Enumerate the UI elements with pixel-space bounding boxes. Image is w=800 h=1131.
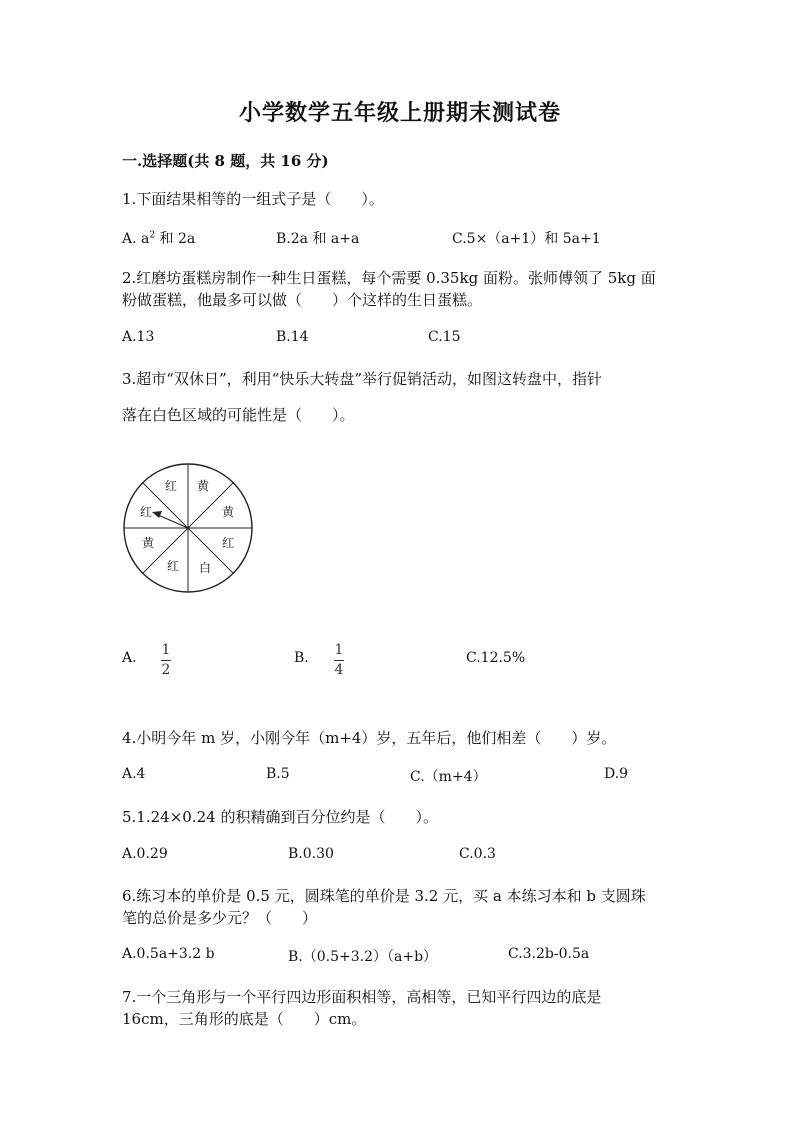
q2-option-c: C.15 (428, 329, 461, 345)
q2-option-b: B.14 (276, 329, 309, 345)
q4-option-a: A.4 (122, 766, 146, 782)
q3-option-b-label: B. (294, 650, 309, 666)
section-heading: 一.选择题(共 8 题，共 16 分) (122, 152, 329, 170)
question-4: 4.小明今年 m 岁，小刚今年（m+4）岁，五年后，他们相差（ ）岁。 (122, 729, 617, 747)
question-6-line-1: 6.练习本的单价是 0.5 元，圆珠笔的单价是 3.2 元，买 a 本练习本和 b 支圆珠 (122, 887, 646, 905)
wheel-sector-label: 红 (139, 505, 153, 519)
q6-option-a: A.0.5a+3.2 b (122, 946, 215, 962)
q1-option-c: C.5×（a+1）和 5a+1 (452, 231, 601, 247)
wheel-sector-label: 黄 (196, 479, 210, 493)
wheel-sector-label: 黄 (221, 505, 235, 519)
question-2-line-2: 粉做蛋糕，他最多可以做（ ）个这样的生日蛋糕。 (122, 291, 483, 309)
wheel-sector-label: 黄 (141, 536, 155, 550)
q3-option-a-fraction (161, 643, 171, 678)
wheel-sector-label: 红 (221, 536, 235, 550)
wheel-sector-label: 红 (166, 559, 180, 573)
q5-option-c: C.0.3 (459, 846, 496, 862)
question-7-line-2: 16cm，三角形的底是（ ）cm。 (122, 1010, 367, 1028)
q4-option-b: B.5 (266, 766, 290, 782)
q3-option-b-fraction (334, 643, 344, 678)
fraction-denominator: 4 (334, 662, 344, 678)
fraction-bar (334, 660, 344, 661)
question-1: 1.下面结果相等的一组式子是（ ）。 (122, 190, 384, 208)
q6-option-b: B.（0.5+3.2）（a+b） (288, 949, 438, 965)
wheel-sector-label: 红 (164, 479, 178, 493)
question-2-line-1: 2.红磨坊蛋糕房制作一种生日蛋糕，每个需要 0.35kg 面粉。张师傅领了 5kg 面 (122, 269, 656, 287)
wheel-sector-label: 白 (198, 561, 212, 575)
q2-option-a: A.13 (122, 329, 155, 345)
q5-option-a: A.0.29 (122, 846, 168, 862)
fraction-numerator: 1 (161, 642, 171, 658)
question-5: 5.1.24×0.24 的积精确到百分位约是（ ）。 (122, 808, 438, 826)
page-title: 小学数学五年级上册期末测试卷 (238, 100, 561, 126)
q3-option-a-label: A. (122, 650, 137, 666)
q1-option-b: B.2a 和 a+a (276, 231, 360, 247)
spinner-wheel (120, 460, 256, 596)
q4-option-c: C.（m+4） (410, 769, 487, 785)
q3-option-c: C.12.5% (466, 650, 526, 666)
fraction-denominator: 2 (161, 662, 171, 678)
q4-option-d: D.9 (604, 766, 629, 782)
q6-option-c: C.3.2b-0.5a (508, 946, 590, 962)
question-7-line-1: 7.一个三角形与一个平行四边形面积相等，高相等，已知平行四边的底是 (122, 988, 602, 1006)
q1-option-a: A. $a^2$ 和 2a (122, 230, 196, 247)
question-3-line-2: 落在白色区域的可能性是（ ）。 (122, 406, 355, 424)
question-6-line-2: 笔的总价是多少元？（ ） (122, 909, 318, 927)
fraction-numerator: 1 (334, 642, 344, 658)
fraction-bar (161, 660, 171, 661)
question-3-line-1: 3.超市“双休日”，利用“快乐大转盘”举行促销活动，如图这转盘中，指针 (122, 370, 602, 388)
q5-option-b: B.0.30 (288, 846, 334, 862)
